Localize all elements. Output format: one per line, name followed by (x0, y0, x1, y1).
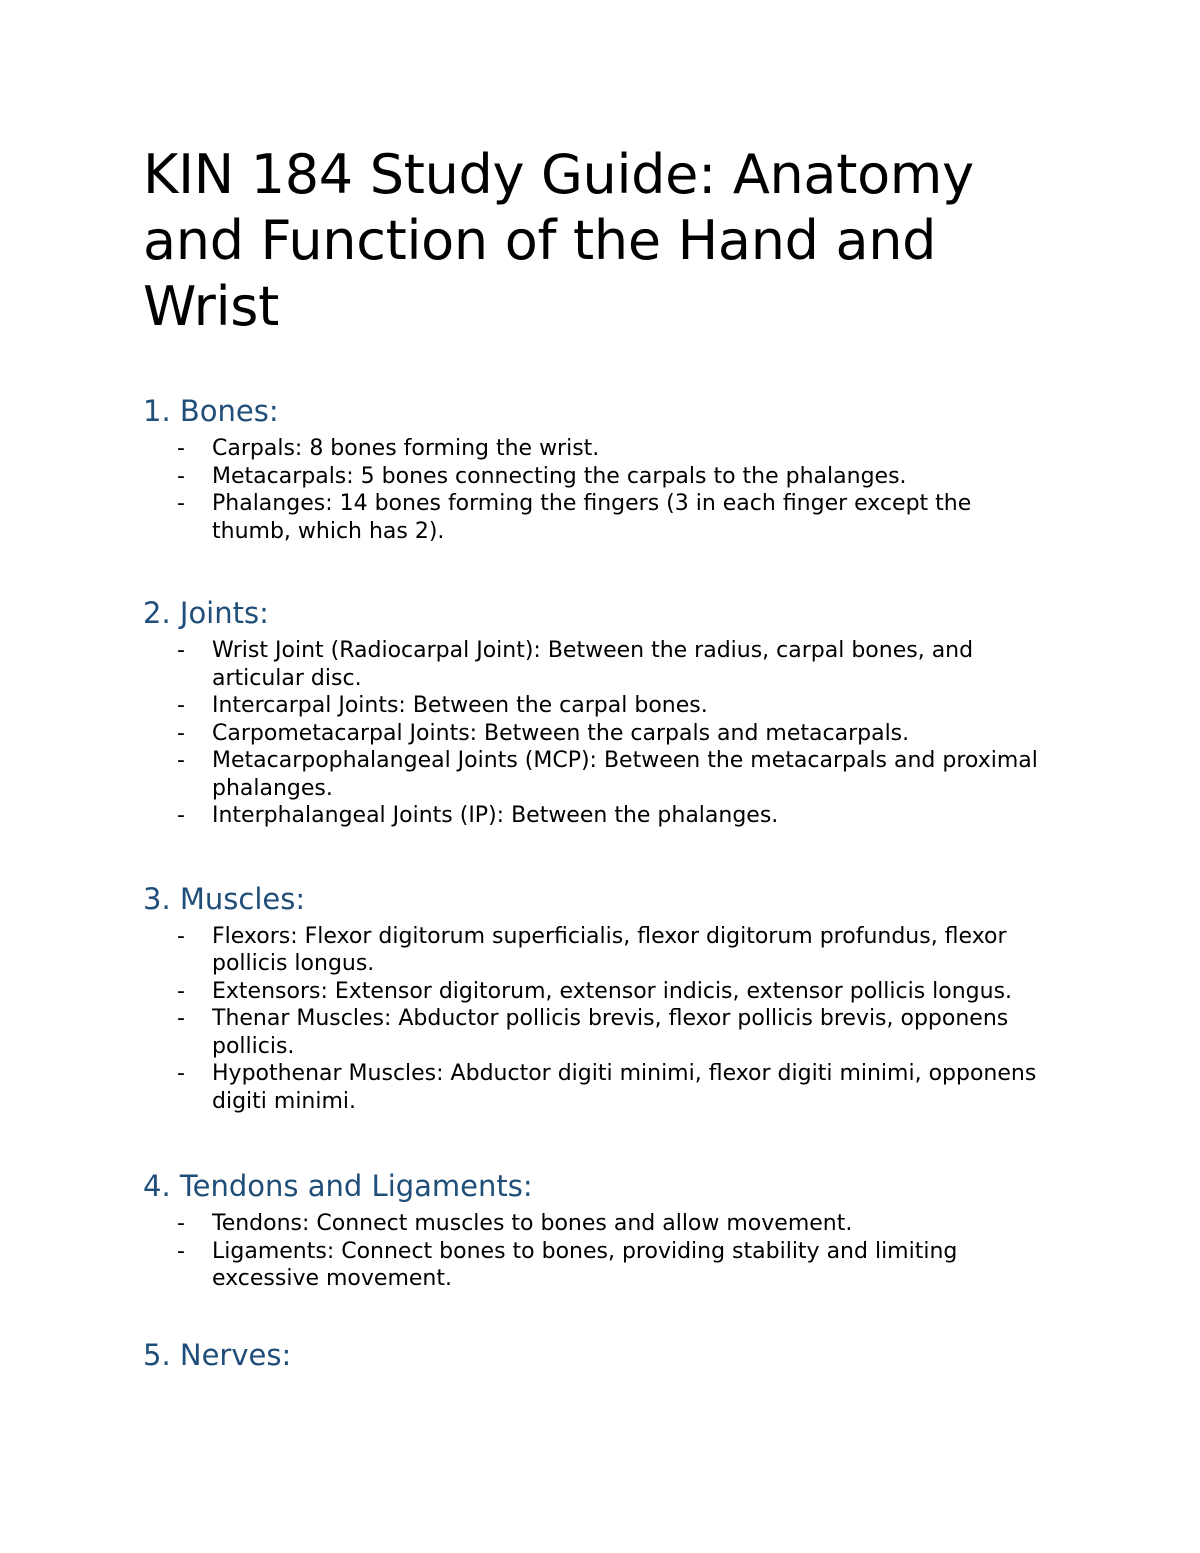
section-heading: 5. Nerves: (143, 1337, 292, 1372)
section-3 (143, 879, 1043, 1116)
list-item (143, 747, 1043, 802)
list-item (143, 692, 1043, 720)
document-body (143, 142, 1043, 1375)
list-item-text: Interphalangeal Joints (IP): Between the phalanges. (212, 803, 779, 828)
dash-bullet-icon: - (177, 803, 185, 828)
list-item-text: Ligaments: Connect bones to bones, providing stability and limiting excessive movement. (212, 1238, 958, 1291)
section-heading: 4. Tendons and Ligaments: (143, 1169, 533, 1203)
dash-bullet-icon: - (177, 1238, 185, 1264)
section-heading: 2. Joints: (143, 596, 269, 630)
section-4 (143, 1166, 1043, 1293)
dash-bullet-icon: - (177, 923, 185, 949)
dash-bullet-icon: - (177, 638, 185, 663)
section-5 (143, 1335, 1043, 1375)
document-title: KIN 184 Study Guide: Anatomy and Function of the Hand and Wrist (143, 143, 974, 338)
list-item (143, 1005, 1043, 1060)
list-item (143, 463, 1043, 491)
section-heading: 3. Muscles: (143, 881, 306, 916)
list-item (143, 1210, 1043, 1238)
list-item (143, 978, 1043, 1006)
dash-bullet-icon: - (177, 748, 185, 773)
dash-bullet-icon: - (177, 491, 185, 516)
dash-bullet-icon: - (177, 693, 185, 718)
list-item-text: Flexors: Flexor digitorum superficialis, flexor digitorum profundus, flexor pollicis longus. (212, 923, 1007, 976)
list-item-text: Extensors: Extensor digitorum, extensor indicis, extensor pollicis longus. (212, 978, 1013, 1004)
list-item (143, 923, 1043, 978)
list-item-text: Intercarpal Joints: Between the carpal bones. (212, 693, 708, 718)
list-item-text: Phalanges: 14 bones forming the fingers (3 in each finger except the thumb, which has 2). (212, 491, 972, 544)
section-heading: 1. Bones: (143, 394, 279, 428)
dash-bullet-icon: - (177, 436, 185, 461)
dash-bullet-icon: - (177, 720, 185, 746)
list-item (143, 435, 1043, 463)
list-item-text: Wrist Joint (Radiocarpal Joint): Between the radius, carpal bones, and articular disc. (212, 638, 974, 691)
dash-bullet-icon: - (177, 1061, 185, 1086)
list-item (143, 802, 1043, 830)
list-item-text: Thenar Muscles: Abductor pollicis brevis, flexor pollicis brevis, opponens pollicis. (212, 1006, 1009, 1059)
list-item (143, 1238, 1043, 1293)
bullet-list (143, 923, 1043, 1116)
list-item-text: Carpometacarpal Joints: Between the carpals and metacarpals. (212, 720, 910, 746)
dash-bullet-icon: - (177, 1211, 185, 1236)
section-1 (143, 391, 1043, 545)
sections-container (143, 391, 1043, 1375)
list-item-text: Metacarpals: 5 bones connecting the carpals to the phalanges. (212, 463, 907, 489)
section-2 (143, 593, 1043, 830)
dash-bullet-icon: - (177, 1006, 185, 1031)
list-item-text: Tendons: Connect muscles to bones and allow movement. (212, 1211, 853, 1236)
dash-bullet-icon: - (177, 463, 185, 489)
list-item-text: Metacarpophalangeal Joints (MCP): Between the metacarpals and proximal phalanges. (212, 748, 1038, 801)
bullet-list (143, 1210, 1043, 1293)
bullet-list (143, 435, 1043, 545)
dash-bullet-icon: - (177, 978, 185, 1004)
bullet-list (143, 637, 1043, 830)
list-item-text: Carpals: 8 bones forming the wrist. (212, 436, 600, 461)
list-item-text: Hypothenar Muscles: Abductor digiti minimi, flexor digiti minimi, opponens digiti minimi. (212, 1061, 1037, 1114)
list-item (143, 720, 1043, 748)
list-item (143, 637, 1043, 692)
list-item (143, 490, 1043, 545)
list-item (143, 1060, 1043, 1115)
